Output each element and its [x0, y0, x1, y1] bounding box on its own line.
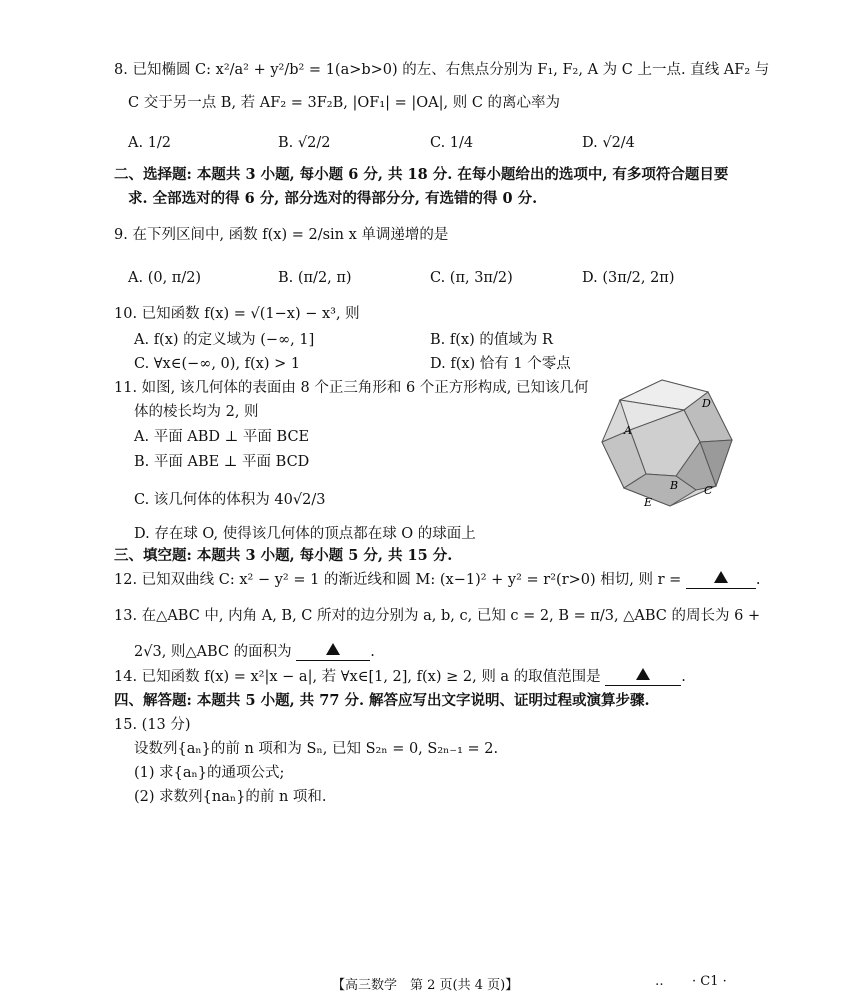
q15-part2: (2) 求数列{naₙ}的前 n 项和. — [134, 789, 327, 805]
q11-option-a: A. 平面 ABD ⊥ 平面 BCE — [134, 429, 310, 445]
q15-stem: 设数列{aₙ}的前 n 项和为 Sₙ, 已知 S₂ₙ = 0, S₂ₙ₋₁ = 2. — [134, 741, 499, 757]
q9-option-d: D. (3π/2, 2π) — [582, 270, 675, 286]
q12-end: . — [755, 572, 761, 588]
q8-option-c: C. 1/4 — [430, 135, 474, 151]
figure-label-d: D — [702, 397, 711, 410]
q12-line — [114, 570, 761, 591]
q11-option-c: C. 该几何体的体积为 40√2/3 — [134, 492, 326, 508]
section2-line2: 求. 全部选对的得 6 分, 部分选对的得部分分, 有选错的得 0 分. — [128, 190, 538, 207]
section2-line1: 二、选择题: 本题共 3 小题, 每小题 6 分, 共 18 分. 在每小题给出的选项中, 有多项符合题目要 — [114, 166, 729, 183]
q14-stem: 14. 已知函数 f(x) = x²|x − a|, 若 ∀x∈[1, 2], f(x) ≥ 2, 则 a 的取值范围是 — [114, 669, 601, 685]
q11-option-b: B. 平面 ABE ⊥ 平面 BCD — [134, 454, 310, 470]
q10-option-a: A. f(x) 的定义域为 (−∞, 1] — [134, 332, 315, 348]
q8-line1: 8. 已知椭圆 C: x²/a² + y²/b² = 1(a>b>0) 的左、右焦点分别为 F₁, F₂, A 为 C 上一点. 直线 AF₂ 与 — [114, 62, 770, 78]
q9-option-a: A. (0, π/2) — [128, 270, 202, 286]
cuboctahedron-figure — [600, 378, 734, 510]
q15-number: 15. (13 分) — [114, 717, 191, 733]
q14-line — [114, 667, 686, 688]
q8-line2: C 交于另一点 B, 若 AF₂ = 3F₂B, |OF₁| = |OA|, 则 C 的离心率为 — [128, 95, 561, 111]
figure-label-e: E — [644, 496, 653, 509]
q13-line2-wrap — [134, 642, 375, 663]
q8-option-b: B. √2/2 — [278, 135, 331, 151]
q13-answer-blank — [296, 640, 370, 661]
section4-title: 四、解答题: 本题共 5 小题, 共 77 分. 解答应写出文字说明、证明过程或演算步骤. — [114, 692, 650, 709]
q10-stem: 10. 已知函数 f(x) = √(1−x) − x³, 则 — [114, 306, 360, 322]
figure-label-c: C — [704, 484, 713, 497]
footer-page-info: 【高三数学 第 2 页(共 4 页)】 — [332, 978, 519, 993]
footer-dots: ‥ — [655, 974, 664, 989]
q8-option-a: A. 1/2 — [128, 135, 172, 151]
q12-answer-blank — [686, 568, 756, 589]
q13-end: . — [370, 644, 375, 660]
q11-stem-line2: 体的棱长均为 2, 则 — [134, 404, 259, 420]
footer-code: · C1 · — [692, 974, 727, 989]
q13-line1: 13. 在△ABC 中, 内角 A, B, C 所对的边分别为 a, b, c, 已知 c = 2, B = π/3, △ABC 的周长为 6 + — [114, 608, 761, 624]
q9-stem: 9. 在下列区间中, 函数 f(x) = 2/sin x 单调递增的是 — [114, 227, 449, 243]
q14-end: . — [681, 669, 686, 685]
q10-option-c: C. ∀x∈(−∞, 0), f(x) > 1 — [134, 356, 301, 372]
q9-option-c: C. (π, 3π/2) — [430, 270, 513, 286]
q10-option-d: D. f(x) 恰有 1 个零点 — [430, 356, 571, 372]
q10-option-b: B. f(x) 的值域为 R — [430, 332, 553, 348]
section3-title: 三、填空题: 本题共 3 小题, 每小题 5 分, 共 15 分. — [114, 547, 453, 564]
q14-answer-blank — [605, 665, 681, 686]
q11-option-d: D. 存在球 O, 使得该几何体的顶点都在球 O 的球面上 — [134, 526, 476, 542]
q11-stem-line1: 11. 如图, 该几何体的表面由 8 个正三角形和 6 个正方形构成, 已知该几何 — [114, 380, 589, 396]
q15-part1: (1) 求{aₙ}的通项公式; — [134, 765, 285, 781]
q9-option-b: B. (π/2, π) — [278, 270, 352, 286]
q13-line2: 2√3, 则△ABC 的面积为 — [134, 644, 292, 660]
triangle-icon — [714, 571, 728, 583]
figure-label-a: A — [624, 424, 632, 437]
q8-option-d: D. √2/4 — [582, 135, 635, 151]
q12-stem: 12. 已知双曲线 C: x² − y² = 1 的渐近线和圆 M: (x−1)² + y² = r²(r>0) 相切, 则 r = — [114, 572, 682, 588]
triangle-icon — [636, 668, 650, 680]
triangle-icon — [326, 643, 340, 655]
figure-label-b: B — [670, 479, 679, 492]
